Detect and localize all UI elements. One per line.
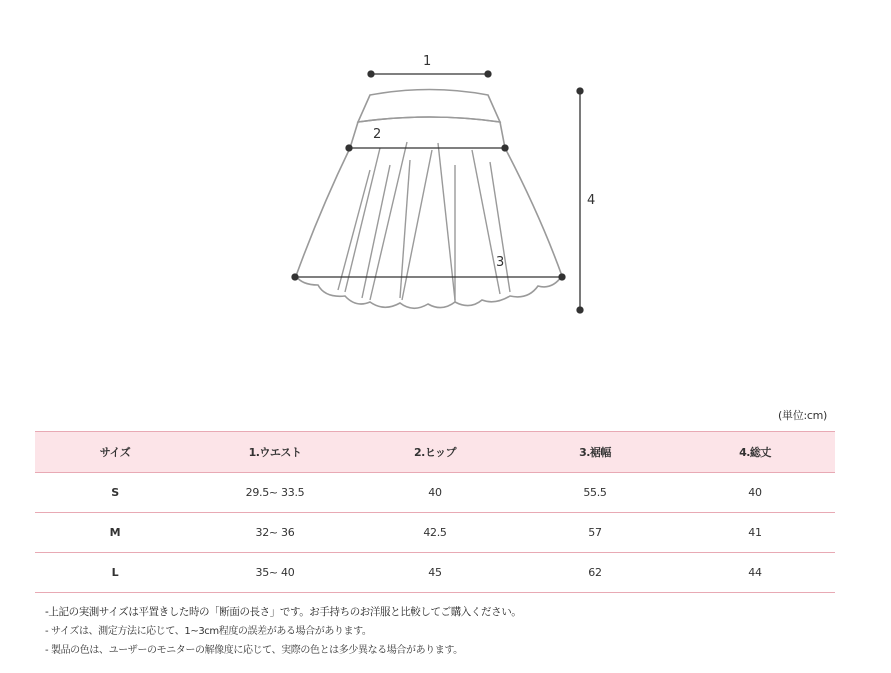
cell-size: M (35, 513, 195, 553)
cell-hip: 40 (355, 473, 515, 513)
note-color: - 製品の色は、ユーザーのモニターの解像度に応じて、実際の色とは多少異なる場合があります。 (45, 645, 463, 656)
notes (45, 603, 521, 660)
cell-size: L (35, 553, 195, 593)
measure-hem (292, 274, 565, 280)
header-hip: 2.ヒップ (355, 432, 515, 473)
cell-waist: 35~ 40 (195, 553, 355, 593)
label-hip: 2 (373, 127, 382, 142)
table-header-row (35, 432, 835, 473)
measure-waist (368, 71, 491, 77)
measure-hip (346, 145, 508, 151)
cell-length: 41 (675, 513, 835, 553)
table-row (35, 473, 835, 513)
cell-hem: 57 (515, 513, 675, 553)
table-row (35, 553, 835, 593)
cell-hip: 42.5 (355, 513, 515, 553)
header-waist: 1.ウエスト (195, 432, 355, 473)
note-measurement: -上記の実測サイズは平置きした時の「断面の長さ」です。お手持ちのお洋服と比較してご購入ください。 (45, 606, 522, 618)
cell-waist: 29.5~ 33.5 (195, 473, 355, 513)
label-waist: 1 (423, 54, 432, 69)
label-length: 4 (587, 193, 596, 208)
cell-hip: 45 (355, 553, 515, 593)
note-error-margin: - サイズは、測定方法に応じて、1~3cm程度の誤差がある場合があります。 (45, 626, 372, 637)
header-hem: 3.裾幅 (515, 432, 675, 473)
skirt-body (296, 117, 562, 308)
cell-length: 44 (675, 553, 835, 593)
cell-waist: 32~ 36 (195, 513, 355, 553)
cell-hem: 62 (515, 553, 675, 593)
cell-length: 40 (675, 473, 835, 513)
table-row (35, 513, 835, 553)
label-hem: 3 (496, 255, 505, 270)
size-table (35, 431, 835, 593)
cell-size: S (35, 473, 195, 513)
header-size: サイズ (35, 432, 195, 473)
cell-hem: 55.5 (515, 473, 675, 513)
unit-label: (単位:cm) (778, 409, 827, 422)
measure-length (577, 88, 583, 313)
header-length: 4.総丈 (675, 432, 835, 473)
skirt-pleats (338, 142, 510, 302)
